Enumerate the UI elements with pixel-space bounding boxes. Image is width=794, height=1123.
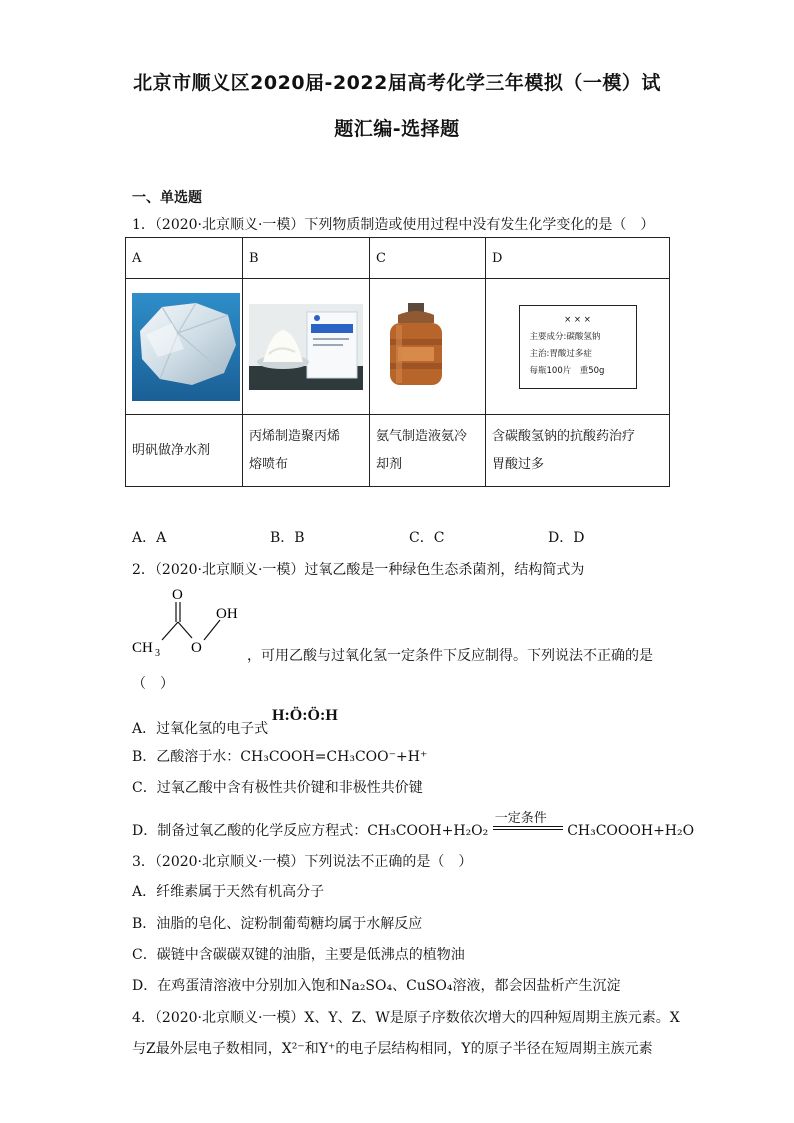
q2-option-d-products: CH₃COOOH+H₂O — [567, 823, 695, 839]
struct-oh: OH — [216, 606, 238, 622]
q1-desc-a-text: 明矾做净水剂 — [132, 442, 211, 458]
q1-option-a: A．A — [132, 530, 167, 546]
q4-stem-line2: 与Z最外层电子数相同，X²⁻和Y⁺的电子层结构相同，Y的原子半径在短周期主族元素 — [132, 1041, 653, 1057]
q1-header-a: A — [126, 238, 243, 279]
q1-desc-a — [126, 415, 243, 487]
reaction-condition: 一定条件 — [494, 811, 547, 826]
q1-desc-b-line1: 丙烯制造聚丙烯 — [249, 428, 341, 444]
q1-header-b: B — [243, 238, 370, 279]
q1-image-cell-c — [370, 279, 486, 415]
q3-option-a: A．纤维素属于天然有机高分子 — [132, 884, 325, 900]
label-name: × × × — [564, 314, 591, 325]
section-heading: 一、单选题 — [132, 190, 202, 206]
q2-option-c: C．过氧乙酸中含有极性共价键和非极性共价键 — [132, 780, 423, 796]
q1-desc-d-line2: 胃酸过多 — [492, 456, 545, 472]
q1-desc-c-line2: 却剂 — [376, 456, 403, 472]
label-ingredient: 主要成分:碳酸氢钠 — [529, 331, 601, 342]
q1-image-cell-a — [126, 279, 243, 415]
q1-stem: 1．（2020·北京顺义·一模）下列物质制造或使用过程中没有发生化学变化的是（ ） — [132, 217, 655, 233]
q1-header-d: D — [486, 238, 670, 279]
q2-paren: （ ） — [132, 676, 174, 692]
q1-option-c: C．C — [409, 530, 445, 546]
q2-option-b: B．乙酸溶于水：CH₃COOH=CH₃COO⁻+H⁺ — [132, 749, 428, 765]
q2-option-d-reactants: D．制备过氧乙酸的化学反应方程式：CH₃COOH+H₂O₂ — [132, 823, 489, 839]
label-indication: 主治:胃酸过多症 — [529, 348, 592, 359]
struct-ch3-sub: 3 — [155, 648, 160, 659]
refrigerant-canister-image — [376, 299, 456, 395]
label-dosage: 每瓶100片 重50g — [529, 365, 605, 376]
alum-crystal-image — [132, 293, 240, 401]
q2-option-a: A．过氧化氢的电子式 — [132, 721, 269, 737]
q3-option-b: B．油脂的皂化、淀粉制葡萄糖均属于水解反应 — [132, 916, 423, 932]
struct-ch3: CH — [132, 640, 153, 656]
q1-desc-c — [370, 415, 486, 487]
equation-line-bottom — [493, 829, 563, 830]
q1-desc-c-line1: 氨气制造液氨冷 — [376, 428, 468, 444]
q3-stem: 3．（2020·北京顺义·一模）下列说法不正确的是（ ） — [132, 854, 473, 870]
q1-image-cell-d — [486, 279, 670, 415]
h2o2-electron-formula: H:Ö:Ö:H — [272, 707, 338, 724]
medicine-label-image — [519, 305, 637, 389]
struct-o-top: O — [172, 587, 183, 603]
q2-option-d — [132, 811, 695, 840]
q1-image-cell-b — [243, 279, 370, 415]
polypropylene-powder-image — [249, 304, 363, 390]
q1-desc-d — [486, 415, 670, 487]
page-title-line1: 北京市顺义区2020届-2022届高考化学三年模拟（一模）试 — [133, 72, 661, 94]
q1-option-d: D．D — [548, 530, 585, 546]
q1-header-c: C — [370, 238, 486, 279]
q1-desc-b — [243, 415, 370, 487]
equation-line-top — [493, 826, 563, 827]
peracetic-acid-structure — [128, 584, 252, 660]
q3-option-d: D．在鸡蛋清溶液中分别加入饱和Na₂SO₄、CuSO₄溶液，都会因盐析产生沉淀 — [132, 978, 621, 994]
struct-o-mid: O — [191, 640, 202, 656]
q2-stem-continued: ，可用乙酸与过氧化氢一定条件下反应制得。下列说法不正确的是 — [247, 648, 653, 664]
q2-stem: 2．（2020·北京顺义·一模）过氧乙酸是一种绿色生态杀菌剂，结构简式为 — [132, 562, 585, 578]
q1-options-table — [125, 237, 670, 487]
page-title-line2: 题汇编-选择题 — [334, 118, 460, 140]
reaction-condition-arrow — [493, 811, 563, 835]
q1-option-b: B．B — [270, 530, 305, 546]
q1-desc-d-line1: 含碳酸氢钠的抗酸药治疗 — [492, 428, 636, 444]
q3-option-c: C．碳链中含碳碳双键的油脂，主要是低沸点的植物油 — [132, 947, 465, 963]
q1-desc-b-line2: 熔喷布 — [249, 456, 289, 472]
q4-stem-line1: 4．（2020·北京顺义·一模）X、Y、Z、W是原子序数依次增大的四种短周期主族元素。X — [132, 1010, 680, 1026]
